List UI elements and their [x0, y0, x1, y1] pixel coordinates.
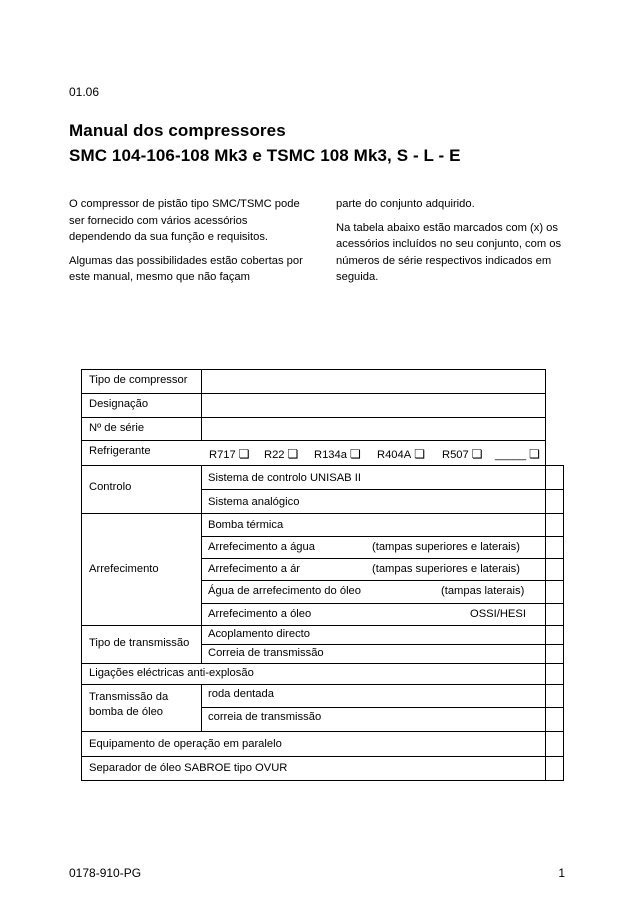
cooling-option: Arrefecimento a ár: [208, 563, 301, 575]
table-border: [81, 625, 564, 626]
page-number: 1: [558, 866, 565, 880]
cooling-option: Bomba térmica: [208, 519, 284, 531]
refrigerant-option: R404A ❏: [377, 447, 425, 461]
row-label-oil-pump: bomba de óleo: [89, 706, 164, 718]
table-border: [563, 465, 564, 780]
table-border: [81, 440, 546, 441]
table-border: [81, 417, 546, 418]
document-code: 0178-910-PG: [69, 866, 142, 880]
table-border: [81, 369, 546, 370]
row-label-oil-pump: Transmissão da: [89, 691, 169, 703]
table-border: [81, 731, 564, 732]
refrigerant-option: _____ ❏: [495, 447, 540, 461]
table-border: [81, 663, 564, 664]
table-border: [201, 580, 564, 581]
table-border: [81, 369, 82, 780]
table-border: [201, 707, 564, 708]
oil-pump-option: roda dentada: [208, 688, 274, 700]
table-border: [201, 489, 564, 490]
row-label-cooling: Arrefecimento: [89, 563, 159, 575]
checkbox-icon[interactable]: ❏: [287, 447, 299, 461]
intro-paragraph: O compressor de pistão tipo SMC/TSMC pode ser fornecido com vários acessórios dependendo da sua função e requisitos.: [69, 198, 300, 243]
transmission-option: Acoplamento directo: [208, 628, 310, 640]
document-date: 01.06: [69, 85, 100, 99]
row-label-explosion-proof: Ligações eléctricas anti-explosão: [89, 667, 254, 679]
table-border: [201, 603, 564, 604]
table-border: [81, 513, 564, 514]
refrigerant-option: R717 ❏: [209, 447, 250, 461]
table-border: [81, 780, 564, 781]
intro-right-column: [336, 196, 586, 293]
checkbox-icon[interactable]: ❏: [471, 447, 483, 461]
table-border: [81, 684, 564, 685]
checkbox-icon[interactable]: ❏: [529, 447, 540, 461]
transmission-option: Correia de transmissão: [208, 647, 324, 659]
row-label-serial-number: Nº de série: [89, 422, 145, 434]
cooling-option: Arrefecimento a óleo: [208, 608, 312, 620]
table-border: [201, 369, 202, 441]
refrigerant-option: R507 ❏: [442, 447, 483, 461]
row-label-compressor-type: Tipo de compressor: [89, 374, 188, 386]
row-label-control: Controlo: [89, 481, 132, 493]
cooling-option: Água de arrefecimento do óleo: [208, 585, 361, 597]
table-border: [81, 465, 564, 466]
row-label-oil-separator: Separador de óleo SABROE tipo OVUR: [89, 762, 288, 774]
oil-pump-option: correia de transmissão: [208, 711, 322, 723]
checkbox-icon[interactable]: ❏: [349, 447, 361, 461]
table-border: [201, 644, 564, 645]
table-border: [81, 756, 564, 757]
intro-left-column: [69, 196, 309, 293]
document-title: Manual dos compressores: [69, 121, 286, 140]
intro-paragraph: Algumas das possibilidades estão cobertas por este manual, mesmo que não façam: [69, 254, 303, 283]
table-border: [545, 369, 546, 465]
intro-paragraph: parte do conjunto adquirido.: [336, 198, 475, 210]
row-label-transmission: Tipo de transmissão: [89, 637, 190, 649]
table-border: [201, 465, 202, 663]
table-border: [201, 536, 564, 537]
row-label-parallel-operation: Equipamento de operação em paralelo: [89, 738, 282, 750]
row-label-refrigerant: Refrigerante: [89, 445, 151, 457]
table-border: [545, 465, 546, 780]
cooling-option-note: (tampas superiores e laterais): [372, 563, 520, 575]
intro-paragraph: Na tabela abaixo estão marcados com (x) os acessórios incluídos no seu conjunto, com os números de série respectivos indicados em seguida.: [336, 221, 562, 283]
row-label-designation: Designação: [89, 398, 149, 410]
checkbox-icon[interactable]: ❏: [238, 447, 250, 461]
table-border: [201, 684, 202, 731]
cooling-option-note: (tampas laterais): [441, 585, 525, 597]
checkbox-icon[interactable]: ❏: [414, 447, 425, 461]
control-option: Sistema de controlo UNISAB II: [208, 472, 361, 484]
cooling-option: Arrefecimento a água: [208, 541, 315, 553]
cooling-option-note: (tampas superiores e laterais): [372, 541, 520, 553]
refrigerant-option: R134a ❏: [314, 447, 361, 461]
control-option: Sistema analógico: [208, 496, 300, 508]
cooling-option-note: OSSI/HESI: [470, 608, 526, 620]
refrigerant-option: R22 ❏: [264, 447, 299, 461]
table-border: [81, 393, 546, 394]
document-subtitle: SMC 104-106-108 Mk3 e TSMC 108 Mk3, S - L - E: [69, 146, 461, 165]
table-border: [201, 558, 564, 559]
